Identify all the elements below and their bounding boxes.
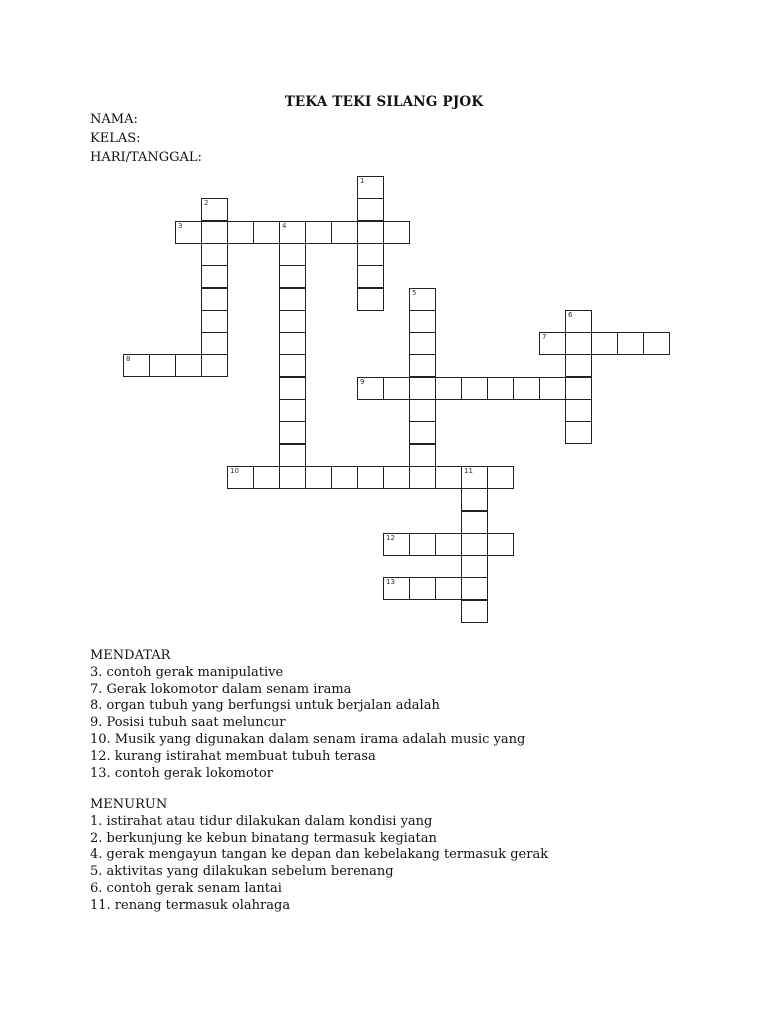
- clue-across-12: 12. kurang istirahat membuat tubuh terasa: [90, 748, 376, 764]
- crossword-cell[interactable]: [409, 354, 436, 377]
- clue-across-9: 9. Posisi tubuh saat meluncur: [90, 715, 286, 731]
- crossword-cell[interactable]: [279, 310, 306, 333]
- crossword-cell[interactable]: [487, 533, 514, 556]
- clue-number: 7: [542, 333, 547, 341]
- crossword-cell[interactable]: [565, 354, 592, 377]
- clue-across-10: 10. Musik yang digunakan dalam senam irama adalah music yang: [90, 731, 526, 747]
- clue-across-13: 13. contoh gerak lokomotor: [90, 765, 273, 781]
- crossword-cell[interactable]: [201, 265, 228, 288]
- clue-across-8: 8. organ tubuh yang berfungsi untuk berjalan adalah: [90, 698, 440, 714]
- crossword-cell[interactable]: [643, 332, 670, 355]
- clue-number: 9: [360, 378, 365, 386]
- crossword-cell[interactable]: [279, 288, 306, 311]
- clues-down: [90, 797, 548, 915]
- crossword-cell[interactable]: [279, 421, 306, 444]
- clue-number: 1: [360, 177, 365, 185]
- crossword-cell[interactable]: [279, 377, 306, 400]
- clue-down-2: 2. berkunjung ke kebun binatang termasuk kegiatan: [90, 830, 437, 846]
- crossword-cell[interactable]: [149, 354, 176, 377]
- crossword-cell[interactable]: [201, 332, 228, 355]
- crossword-cell[interactable]: [383, 533, 410, 556]
- crossword-cell[interactable]: [279, 332, 306, 355]
- crossword-cell[interactable]: [201, 198, 228, 221]
- date-field-label: HARI/TANGGAL:: [90, 150, 202, 165]
- crossword-cell[interactable]: [357, 243, 384, 266]
- crossword-cell[interactable]: [409, 310, 436, 333]
- clue-number: 3: [178, 222, 183, 230]
- crossword-cell[interactable]: [409, 466, 436, 489]
- crossword-cell[interactable]: [357, 466, 384, 489]
- clue-down-5: 5. aktivitas yang dilakukan sebelum berenang: [90, 864, 394, 880]
- clue-number: 11: [464, 467, 473, 475]
- crossword-cell[interactable]: [175, 221, 202, 244]
- crossword-cell[interactable]: [409, 533, 436, 556]
- crossword-cell[interactable]: [123, 354, 150, 377]
- crossword-cell[interactable]: [487, 466, 514, 489]
- crossword-cell[interactable]: [279, 265, 306, 288]
- crossword-cell[interactable]: [591, 332, 618, 355]
- clue-down-11: 11. renang termasuk olahraga: [90, 897, 291, 913]
- crossword-cell[interactable]: [201, 288, 228, 311]
- clue-number: 4: [282, 222, 287, 230]
- crossword-cell[interactable]: [409, 399, 436, 422]
- clue-down-1: 1. istirahat atau tidur dilakukan dalam kondisi yang: [90, 813, 433, 829]
- clue-down-4: 4. gerak mengayun tangan ke depan dan kebelakang termasuk gerak: [90, 847, 549, 863]
- crossword-cell[interactable]: [565, 399, 592, 422]
- clues-down-heading: MENURUN: [90, 797, 168, 812]
- clue-number: 8: [126, 355, 131, 363]
- crossword-cell[interactable]: [409, 444, 436, 467]
- crossword-cell[interactable]: [461, 533, 488, 556]
- crossword-cell[interactable]: [331, 466, 358, 489]
- clue-number: 13: [386, 578, 395, 586]
- crossword-cell[interactable]: [383, 466, 410, 489]
- page-title: TEKA TEKI SILANG PJOK: [284, 94, 484, 110]
- clue-number: 12: [386, 534, 395, 542]
- crossword-cell[interactable]: [227, 221, 254, 244]
- crossword-cell[interactable]: [461, 488, 488, 511]
- crossword-cell[interactable]: [201, 310, 228, 333]
- crossword-cell[interactable]: [279, 221, 306, 244]
- crossword-cell[interactable]: [539, 332, 566, 355]
- crossword-cell[interactable]: [435, 466, 462, 489]
- crossword-cell[interactable]: [331, 221, 358, 244]
- clues-across: [90, 648, 525, 782]
- crossword-cell[interactable]: [357, 221, 384, 244]
- crossword-cell[interactable]: [409, 377, 436, 400]
- crossword-cell[interactable]: [617, 332, 644, 355]
- crossword-cell[interactable]: [461, 600, 488, 623]
- clues-across-heading: MENDATAR: [90, 648, 171, 663]
- crossword-cell[interactable]: [435, 533, 462, 556]
- crossword-cell[interactable]: [409, 332, 436, 355]
- crossword-cell[interactable]: [279, 444, 306, 467]
- crossword-cell[interactable]: [461, 377, 488, 400]
- crossword-cell[interactable]: [461, 577, 488, 600]
- clue-number: 2: [204, 199, 209, 207]
- crossword-cell[interactable]: [409, 421, 436, 444]
- crossword-cell[interactable]: [461, 511, 488, 534]
- crossword-cell[interactable]: [539, 377, 566, 400]
- crossword-cell[interactable]: [201, 243, 228, 266]
- crossword-cell[interactable]: [357, 198, 384, 221]
- crossword-cell[interactable]: [565, 421, 592, 444]
- crossword-cell[interactable]: [383, 221, 410, 244]
- crossword-cell[interactable]: [175, 354, 202, 377]
- crossword-cell[interactable]: [461, 555, 488, 578]
- crossword-cell[interactable]: [357, 288, 384, 311]
- crossword-cell[interactable]: [435, 377, 462, 400]
- crossword-cell[interactable]: [201, 221, 228, 244]
- crossword-cell[interactable]: [253, 466, 280, 489]
- crossword-cell[interactable]: [435, 577, 462, 600]
- clue-number: 10: [230, 467, 239, 475]
- crossword-cell[interactable]: [253, 221, 280, 244]
- crossword-cell[interactable]: [487, 377, 514, 400]
- crossword-cell[interactable]: [279, 399, 306, 422]
- crossword-cell[interactable]: [305, 221, 332, 244]
- crossword-cell[interactable]: [565, 310, 592, 333]
- crossword-cell[interactable]: [357, 377, 384, 400]
- clue-across-3: 3. contoh gerak manipulative: [90, 664, 284, 680]
- crossword-cell[interactable]: [227, 466, 254, 489]
- clue-number: 6: [568, 311, 573, 319]
- crossword-cell[interactable]: [279, 243, 306, 266]
- clue-number: 5: [412, 289, 417, 297]
- crossword-cell[interactable]: [565, 377, 592, 400]
- name-field-label: NAMA:: [90, 112, 138, 127]
- crossword-cell[interactable]: [383, 577, 410, 600]
- crossword-cell[interactable]: [383, 377, 410, 400]
- clue-across-7: 7. Gerak lokomotor dalam senam irama: [90, 681, 352, 697]
- crossword-cell[interactable]: [357, 176, 384, 199]
- crossword-cell[interactable]: [305, 466, 332, 489]
- crossword-cell[interactable]: [513, 377, 540, 400]
- crossword-cell[interactable]: [409, 288, 436, 311]
- crossword-cell[interactable]: [461, 466, 488, 489]
- crossword-cell[interactable]: [409, 577, 436, 600]
- crossword-cell[interactable]: [201, 354, 228, 377]
- crossword-cell[interactable]: [279, 354, 306, 377]
- class-field-label: KELAS:: [90, 131, 141, 146]
- crossword-cell[interactable]: [565, 332, 592, 355]
- crossword-cell[interactable]: [357, 265, 384, 288]
- crossword-cell[interactable]: [279, 466, 306, 489]
- clue-down-6: 6. contoh gerak senam lantai: [90, 880, 282, 896]
